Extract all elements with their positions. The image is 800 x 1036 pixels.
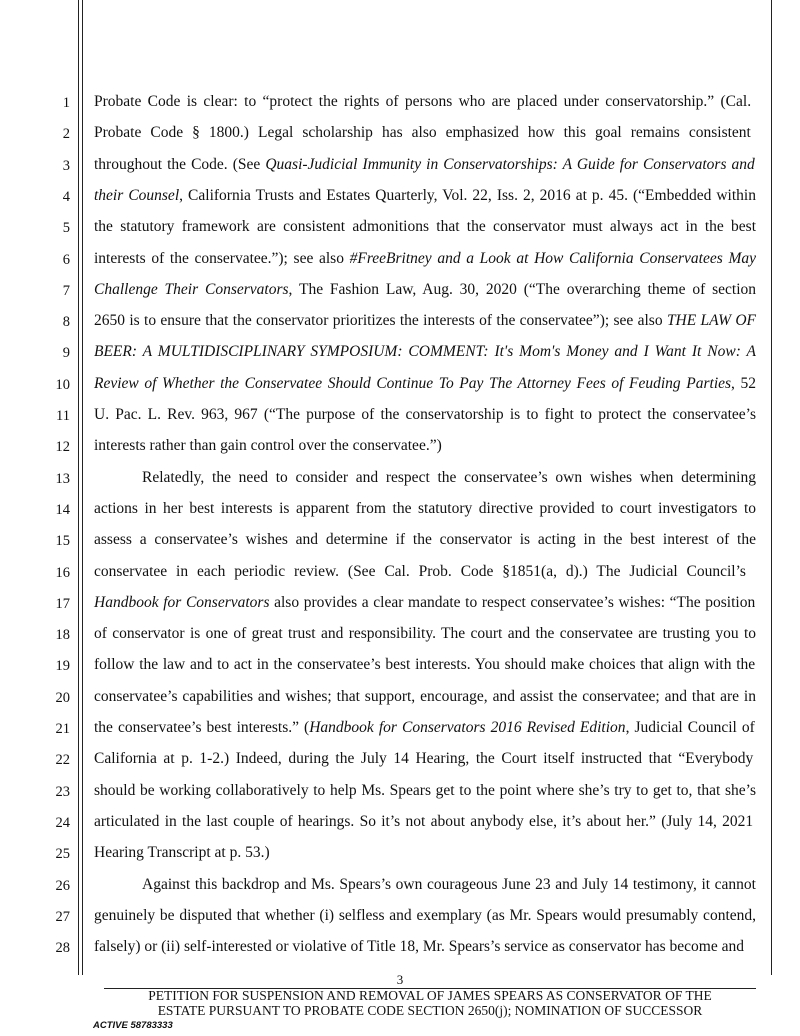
text-line <box>94 908 756 924</box>
italic-citation: THE LAW OF <box>666 312 756 330</box>
text-line <box>94 344 756 360</box>
line-number: 13 <box>55 470 70 487</box>
text-line <box>142 470 756 486</box>
line-number: 27 <box>55 908 70 925</box>
text-line <box>94 689 756 705</box>
text-line <box>94 501 756 517</box>
text-segment: U. Pac. L. Rev. 963, 967 (“The purpose of the conservatorship is to fight to protect the conservatee’s <box>94 406 756 423</box>
text-segment: conservatee’s capabilities and wishes; that support, encourage, and assist the conservatee; and that are in <box>94 687 756 705</box>
footer-title-line-2: ESTATE PURSUANT TO PROBATE CODE SECTION 2650(j); NOMINATION OF SUCCESSOR <box>157 1003 703 1018</box>
line-number: 21 <box>55 721 70 737</box>
text-segment: , The Fashion Law, Aug. 30, 2020 (“The overarching theme of section <box>288 280 756 298</box>
line-number: 26 <box>55 877 70 894</box>
text-line <box>94 657 755 673</box>
italic-citation: their Counsel <box>94 186 180 204</box>
line-number: 17 <box>55 595 70 612</box>
line-number: 23 <box>55 783 70 800</box>
text-segment: Probate Code is clear: to “protect the rights of persons who are placed under conservatorship.” (Cal. <box>94 93 752 110</box>
text-segment: Probate Code § 1800.) Legal scholarship has also emphasized how this goal remains consistent <box>94 124 751 142</box>
text-segment: should be working collaboratively to help Ms. Spears get to the point where she’s try to get to, that she’s <box>94 781 757 799</box>
text-line <box>94 751 753 767</box>
text-segment: Against this backdrop and Ms. Spears’s own courageous June 23 and July 14 testimony, it cannot <box>142 875 756 893</box>
text-segment: the conservatee’s best interests.” ( <box>94 719 310 736</box>
text-segment: articulated in the last couple of hearings. So it’s not about anybody else, it’s about her.” (July 14, 2021 <box>94 812 754 830</box>
text-line <box>94 282 756 298</box>
line-number: 18 <box>55 627 70 644</box>
text-line <box>94 157 755 173</box>
text-segment: genuinely be disputed that whether (i) selfless and exemplary (as Mr. Spears would presumably contend, <box>94 906 757 924</box>
line-number: 24 <box>55 814 70 831</box>
text-line <box>94 376 756 392</box>
italic-citation: Review of Whether the Conservatee Should Continue To Pay The Attorney Fees of Feuding Parties <box>94 374 732 392</box>
text-line <box>94 532 756 548</box>
line-number: 8 <box>62 314 70 331</box>
line-number: 4 <box>62 188 70 205</box>
text-line <box>94 845 270 861</box>
text-segment: , California Trusts and Estates Quarterly, Vol. 22, Iss. 2, 2016 at p. 45. (“Embedded within <box>179 186 756 204</box>
text-line <box>94 219 756 235</box>
text-line <box>94 251 756 267</box>
line-number: 10 <box>55 376 70 393</box>
text-segment: 2650 is to ensure that the conservator prioritizes the interests of the conservatee”); see also <box>94 312 667 330</box>
text-segment: conservatee in each periodic review. (See Cal. Prob. Code §1851(a, d).) The Judicial Council’s <box>94 562 746 580</box>
line-number: 7 <box>62 282 70 299</box>
pleading-margin-rule-left-inner <box>82 0 83 975</box>
text-line <box>94 188 756 204</box>
text-line <box>94 407 756 423</box>
footer-title-line-1: PETITION FOR SUSPENSION AND REMOVAL OF JAMES SPEARS AS CONSERVATOR OF THE <box>148 988 712 1003</box>
text-segment: Relatedly, the need to consider and respect the conservatee’s own wishes when determining <box>142 468 756 486</box>
text-segment: assess a conservatee’s wishes and determine if the conservator is acting in the best interest of the <box>94 531 756 549</box>
page-number: 3 <box>396 972 404 987</box>
text-segment: follow the law and to act in the conservatee’s best interests. You should make choices that align with the <box>94 656 756 674</box>
text-line <box>94 94 751 110</box>
line-number: 15 <box>55 533 70 550</box>
line-number: 22 <box>55 752 70 769</box>
line-number: 1 <box>62 95 70 111</box>
line-number: 19 <box>55 658 70 675</box>
text-segment: throughout the Code. (See <box>94 155 266 173</box>
text-segment: California at p. 1-2.) Indeed, during the July 14 Hearing, the Court itself instructed that “Everybody <box>94 750 754 768</box>
text-segment: interests of the conservatee.”); see also <box>94 249 350 267</box>
line-number: 9 <box>62 345 70 362</box>
text-segment: interests rather than gain control over the conservatee.”) <box>94 437 442 455</box>
text-line <box>94 564 746 580</box>
text-line <box>142 877 756 893</box>
text-segment: actions in her best interests is apparent from the statutory directive provided to court investigators to <box>94 499 756 517</box>
line-number: 5 <box>62 220 70 237</box>
italic-citation: Handbook for Conservators 2016 Revised Edition <box>309 719 626 736</box>
italic-citation: #FreeBritney and a Look at How California Conservatees May <box>349 249 756 267</box>
italic-citation: Quasi-Judicial Immunity in Conservatorships: A Guide for Conservators and <box>265 155 755 173</box>
italic-citation: Handbook for Conservators <box>94 593 270 611</box>
text-segment: also provides a clear mandate to respect conservatee’s wishes: “The position <box>269 593 756 611</box>
line-number: 28 <box>55 940 70 957</box>
text-line <box>94 626 756 642</box>
text-segment: the statutory framework are consistent admonitions that the conservator must always act in the best <box>94 218 756 236</box>
line-number: 6 <box>62 251 70 268</box>
text-segment: , Judicial Council of <box>625 719 755 736</box>
text-line <box>94 939 744 955</box>
text-line <box>94 595 755 611</box>
pleading-margin-rule-right <box>771 0 772 975</box>
italic-citation: BEER: A MULTIDISCIPLINARY SYMPOSIUM: COMMENT: It's Mom's Money and I Want It Now: A <box>94 343 756 361</box>
line-number: 3 <box>62 157 70 174</box>
line-number: 12 <box>55 439 70 456</box>
line-number: 14 <box>55 501 70 518</box>
text-line <box>94 125 751 141</box>
italic-citation: Challenge Their Conservators <box>94 280 289 298</box>
line-number: 25 <box>55 846 70 863</box>
pleading-margin-rule-left <box>78 0 79 975</box>
text-segment: , 52 <box>731 374 757 392</box>
text-line <box>94 814 753 830</box>
text-segment: falsely) or (ii) self-interested or violative of Title 18, Mr. Spears’s service as conservator has become and <box>94 938 744 956</box>
text-segment: of conservator is one of great trust and responsibility. The court and the conservatee are trusting you to <box>94 625 757 643</box>
line-number: 11 <box>56 408 70 424</box>
line-number: 20 <box>55 689 70 706</box>
line-number: 2 <box>62 126 70 143</box>
text-line <box>94 313 756 329</box>
text-line <box>94 720 755 736</box>
text-line <box>94 438 442 454</box>
text-line <box>94 783 756 799</box>
document-id: ACTIVE 58783333 <box>93 1020 173 1031</box>
text-segment: Hearing Transcript at p. 53.) <box>94 844 270 862</box>
line-number: 16 <box>55 564 70 581</box>
